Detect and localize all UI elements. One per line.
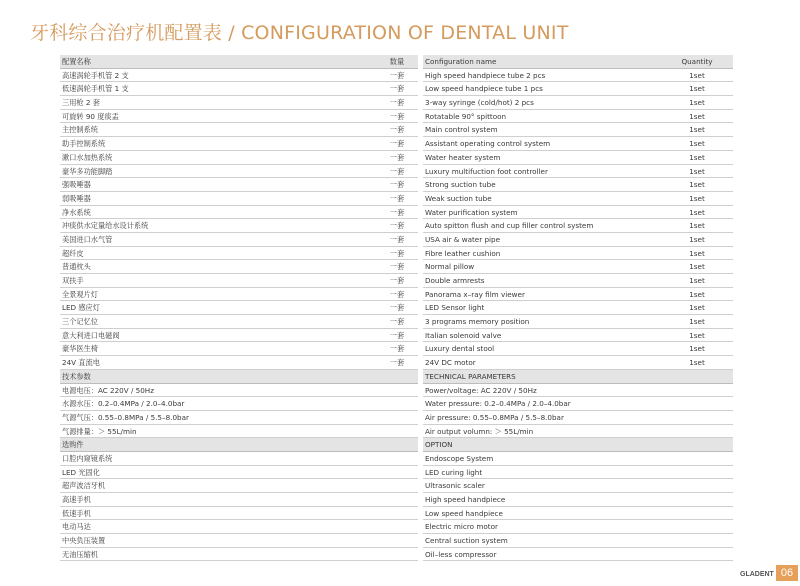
table-row (60, 151, 418, 165)
row-name: Water heater system (425, 152, 501, 162)
row-name: 中央负压装置 (62, 536, 106, 546)
row-qty: 一套 (389, 111, 405, 121)
row-qty: 1set (689, 84, 705, 94)
table-row (60, 260, 418, 274)
list-item (423, 384, 733, 398)
row-name: Low speed handpiece tube 1 pcs (425, 84, 543, 94)
list-item (60, 479, 418, 493)
row-qty: 1set (689, 180, 705, 190)
row-qty: 一套 (389, 207, 405, 217)
table-row (423, 165, 733, 179)
table-row (423, 356, 733, 370)
column-header-name: 配置名称 (62, 57, 91, 66)
table-row (423, 178, 733, 192)
table-row (423, 151, 733, 165)
table-row (60, 178, 418, 192)
list-item (423, 397, 733, 411)
row-qty: 一套 (389, 84, 405, 94)
page-title: 牙科综合治疗机配置表 / CONFIGURATION OF DENTAL UNIT (30, 22, 569, 44)
column-header-qty: 数量 (389, 57, 405, 66)
row-name: 3-way syringe (cold/hot) 2 pcs (425, 98, 534, 108)
list-item (60, 507, 418, 521)
row-qty: 1set (689, 317, 705, 327)
row-name: LED Sensor light (425, 303, 485, 313)
row-name: 净水系统 (62, 207, 91, 217)
row-qty: 1set (689, 330, 705, 340)
row-name: 口腔内窥镜系统 (62, 453, 113, 463)
row-name: 弱吸唾器 (62, 193, 91, 203)
list-item (423, 425, 733, 439)
row-qty: 一套 (389, 276, 405, 285)
config-items (423, 69, 733, 370)
list-item (423, 411, 733, 425)
row-name: USA air & water pipe (425, 234, 500, 244)
row-qty: 1set (689, 111, 705, 121)
row-name: Water pressure: 0.2–0.4MPa / 2.0–4.0bar (425, 399, 571, 409)
row-name: Electric micro motor (425, 522, 498, 532)
row-qty: 1set (689, 234, 705, 244)
row-qty: 1set (689, 358, 705, 368)
list-item (60, 397, 418, 411)
table-row (60, 69, 418, 83)
row-qty: 1set (689, 207, 705, 217)
list-item (423, 452, 733, 466)
row-name: 主控制系统 (62, 125, 98, 135)
section-header-tech: TECHNICAL PARAMETERS (423, 370, 733, 384)
row-qty: 一套 (389, 152, 405, 162)
row-name: Rotatable 90° spittoon (425, 111, 507, 121)
row-qty: 1set (689, 152, 705, 162)
row-name: 双扶手 (62, 276, 84, 285)
row-name: Air output volumn: ＞ 55L/min (425, 426, 534, 436)
row-name: 高速涡轮手机管 2 支 (62, 70, 129, 80)
table-row (423, 123, 733, 137)
row-qty: 1set (689, 193, 705, 203)
row-qty: 一套 (389, 98, 405, 108)
config-table-english (423, 55, 733, 561)
row-name: 超声波洁牙机 (62, 481, 106, 491)
list-item (423, 534, 733, 548)
row-name: 气源气压：0.55–0.8MPa / 5.5–8.0bar (62, 412, 189, 422)
table-row (60, 288, 418, 302)
row-qty: 1set (689, 125, 705, 135)
list-item (60, 466, 418, 480)
table-row (60, 110, 418, 124)
row-name: 强吸唾器 (62, 180, 91, 190)
row-qty: 一套 (389, 70, 405, 80)
row-qty: 一套 (389, 139, 405, 149)
row-name: Ultrasonic scaler (425, 481, 485, 491)
row-name: 全景观片灯 (62, 289, 98, 299)
table-row (423, 260, 733, 274)
row-name: Auto spitton flush and cup filler control system (425, 221, 594, 231)
table-row (423, 247, 733, 261)
table-row (60, 301, 418, 315)
column-header-name: Configuration name (425, 57, 497, 66)
row-name: Power/voltage: AC 220V / 50Hz (425, 385, 537, 395)
list-item (60, 520, 418, 534)
list-item (60, 493, 418, 507)
row-name: 冲痰供水定量给水设计系统 (62, 221, 149, 231)
list-item (60, 411, 418, 425)
table-row (423, 137, 733, 151)
row-qty: 一套 (389, 166, 405, 176)
row-name: Normal pillow (425, 262, 475, 272)
table-row (423, 288, 733, 302)
row-qty: 1set (689, 344, 705, 354)
option-items (60, 452, 418, 562)
row-name: Oil–less compressor (425, 549, 497, 559)
row-name: 低速涡轮手机管 1 支 (62, 84, 129, 94)
list-item (423, 479, 733, 493)
row-name: Assistant operating control system (425, 139, 551, 149)
list-item (60, 384, 418, 398)
row-name: LED curing light (425, 467, 483, 477)
table-row (60, 247, 418, 261)
option-items (423, 452, 733, 562)
row-qty: 一套 (389, 289, 405, 299)
list-item (60, 425, 418, 439)
row-qty: 一套 (389, 317, 405, 327)
table-row (423, 96, 733, 110)
row-name: 三用枪 2 套 (62, 98, 100, 108)
row-name: 漱口水加热系统 (62, 152, 113, 162)
row-qty: 一套 (389, 248, 405, 258)
row-name: 豪华多功能脚踏 (62, 166, 113, 176)
row-name: Double armrests (425, 276, 485, 285)
row-name: Italian solenoid valve (425, 330, 502, 340)
section-header-tech: 技术参数 (60, 370, 418, 384)
row-name: High speed handpiece tube 2 pcs (425, 70, 546, 80)
table-row (423, 315, 733, 329)
table-row (423, 110, 733, 124)
table-row (423, 206, 733, 220)
row-name: 水源水压：0.2–0.4MPa / 2.0–4.0bar (62, 399, 185, 409)
row-name: Fibre leather cushion (425, 248, 501, 258)
table-row (60, 342, 418, 356)
table-row (60, 137, 418, 151)
row-name: 豪华医生椅 (62, 344, 98, 354)
tech-params (60, 384, 418, 439)
section-header-options: 选购件 (60, 438, 418, 452)
row-name: Panorama x–ray film viewer (425, 289, 525, 299)
row-qty: 1set (689, 289, 705, 299)
table-header (423, 55, 733, 69)
table-row (423, 301, 733, 315)
config-table-chinese (60, 55, 418, 561)
row-name: Water purification system (425, 207, 518, 217)
row-name: High speed handpiece (425, 495, 506, 504)
row-qty: 1set (689, 221, 705, 231)
row-qty: 一套 (389, 344, 405, 354)
row-name: Strong suction tube (425, 180, 496, 190)
row-name: 助手控制系统 (62, 139, 106, 149)
row-name: Air pressure: 0.55–0.8MPa / 5.5–8.0bar (425, 412, 564, 422)
row-name: 美国进口水气管 (62, 234, 113, 244)
table-row (423, 274, 733, 288)
tech-params (423, 384, 733, 439)
table-row (60, 206, 418, 220)
table-row (60, 123, 418, 137)
table-row (60, 165, 418, 179)
row-qty: 一套 (389, 221, 405, 231)
row-name: Luxury multifuction foot controller (425, 166, 548, 176)
row-qty: 1set (689, 303, 705, 313)
row-qty: 一套 (389, 180, 405, 190)
row-name: Central suction system (425, 536, 508, 546)
table-row (60, 82, 418, 96)
table-row (60, 219, 418, 233)
row-name: Luxury dental stool (425, 344, 495, 354)
row-name: 24V 直流电 (62, 358, 100, 368)
page-number: 06 (776, 565, 798, 581)
row-qty: 1set (689, 276, 705, 285)
row-qty: 一套 (389, 330, 405, 340)
table-row (60, 96, 418, 110)
row-name: 24V DC motor (425, 358, 476, 368)
table-row (423, 192, 733, 206)
row-qty: 一套 (389, 125, 405, 135)
row-name: 电源电压：AC 220V / 50Hz (62, 385, 154, 395)
row-name: Main control system (425, 125, 498, 135)
row-name: LED 光固化 (62, 467, 100, 477)
table-header (60, 55, 418, 69)
row-name: 3 programs memory position (425, 317, 530, 327)
row-name: 高速手机 (62, 495, 91, 504)
table-row (60, 233, 418, 247)
row-qty: 1set (689, 248, 705, 258)
section-header-options: OPTION (423, 438, 733, 452)
table-row (60, 356, 418, 370)
config-items (60, 69, 418, 370)
row-name: Weak suction tube (425, 193, 492, 203)
table-row (423, 82, 733, 96)
list-item (423, 548, 733, 562)
table-row (60, 274, 418, 288)
list-item (60, 534, 418, 548)
table-row (423, 219, 733, 233)
list-item (423, 520, 733, 534)
row-qty: 一套 (389, 303, 405, 313)
row-name: 电动马达 (62, 522, 91, 532)
row-qty: 一套 (389, 234, 405, 244)
table-row (423, 69, 733, 83)
row-qty: 1set (689, 98, 705, 108)
row-qty: 1set (689, 70, 705, 80)
column-header-qty: Quantity (681, 57, 713, 66)
brand-label: GLADENT (740, 571, 774, 578)
row-name: 无油压缩机 (62, 549, 98, 559)
row-qty: 1set (689, 262, 705, 272)
row-qty: 1set (689, 139, 705, 149)
row-name: 气源排量：＞ 55L/min (62, 426, 137, 436)
list-item (423, 493, 733, 507)
row-name: LED 感应灯 (62, 303, 100, 313)
table-row (60, 329, 418, 343)
row-name: 超纤皮 (62, 248, 84, 258)
list-item (423, 466, 733, 480)
row-name: 低速手机 (62, 508, 91, 518)
row-qty: 一套 (389, 193, 405, 203)
list-item (60, 548, 418, 562)
row-name: 意大利进口电磁阀 (62, 330, 120, 340)
list-item (423, 507, 733, 521)
table-row (60, 192, 418, 206)
row-name: 可旋转 90 度痰盂 (62, 111, 119, 121)
table-row (423, 233, 733, 247)
row-qty: 一套 (389, 358, 405, 368)
row-name: Endoscope System (425, 453, 494, 463)
row-name: Low speed handpiece (425, 508, 503, 518)
table-row (423, 329, 733, 343)
row-name: 三个记忆位 (62, 317, 98, 327)
row-qty: 1set (689, 166, 705, 176)
table-row (60, 315, 418, 329)
list-item (60, 452, 418, 466)
row-name: 普通枕头 (62, 262, 91, 272)
row-qty: 一套 (389, 262, 405, 272)
table-row (423, 342, 733, 356)
